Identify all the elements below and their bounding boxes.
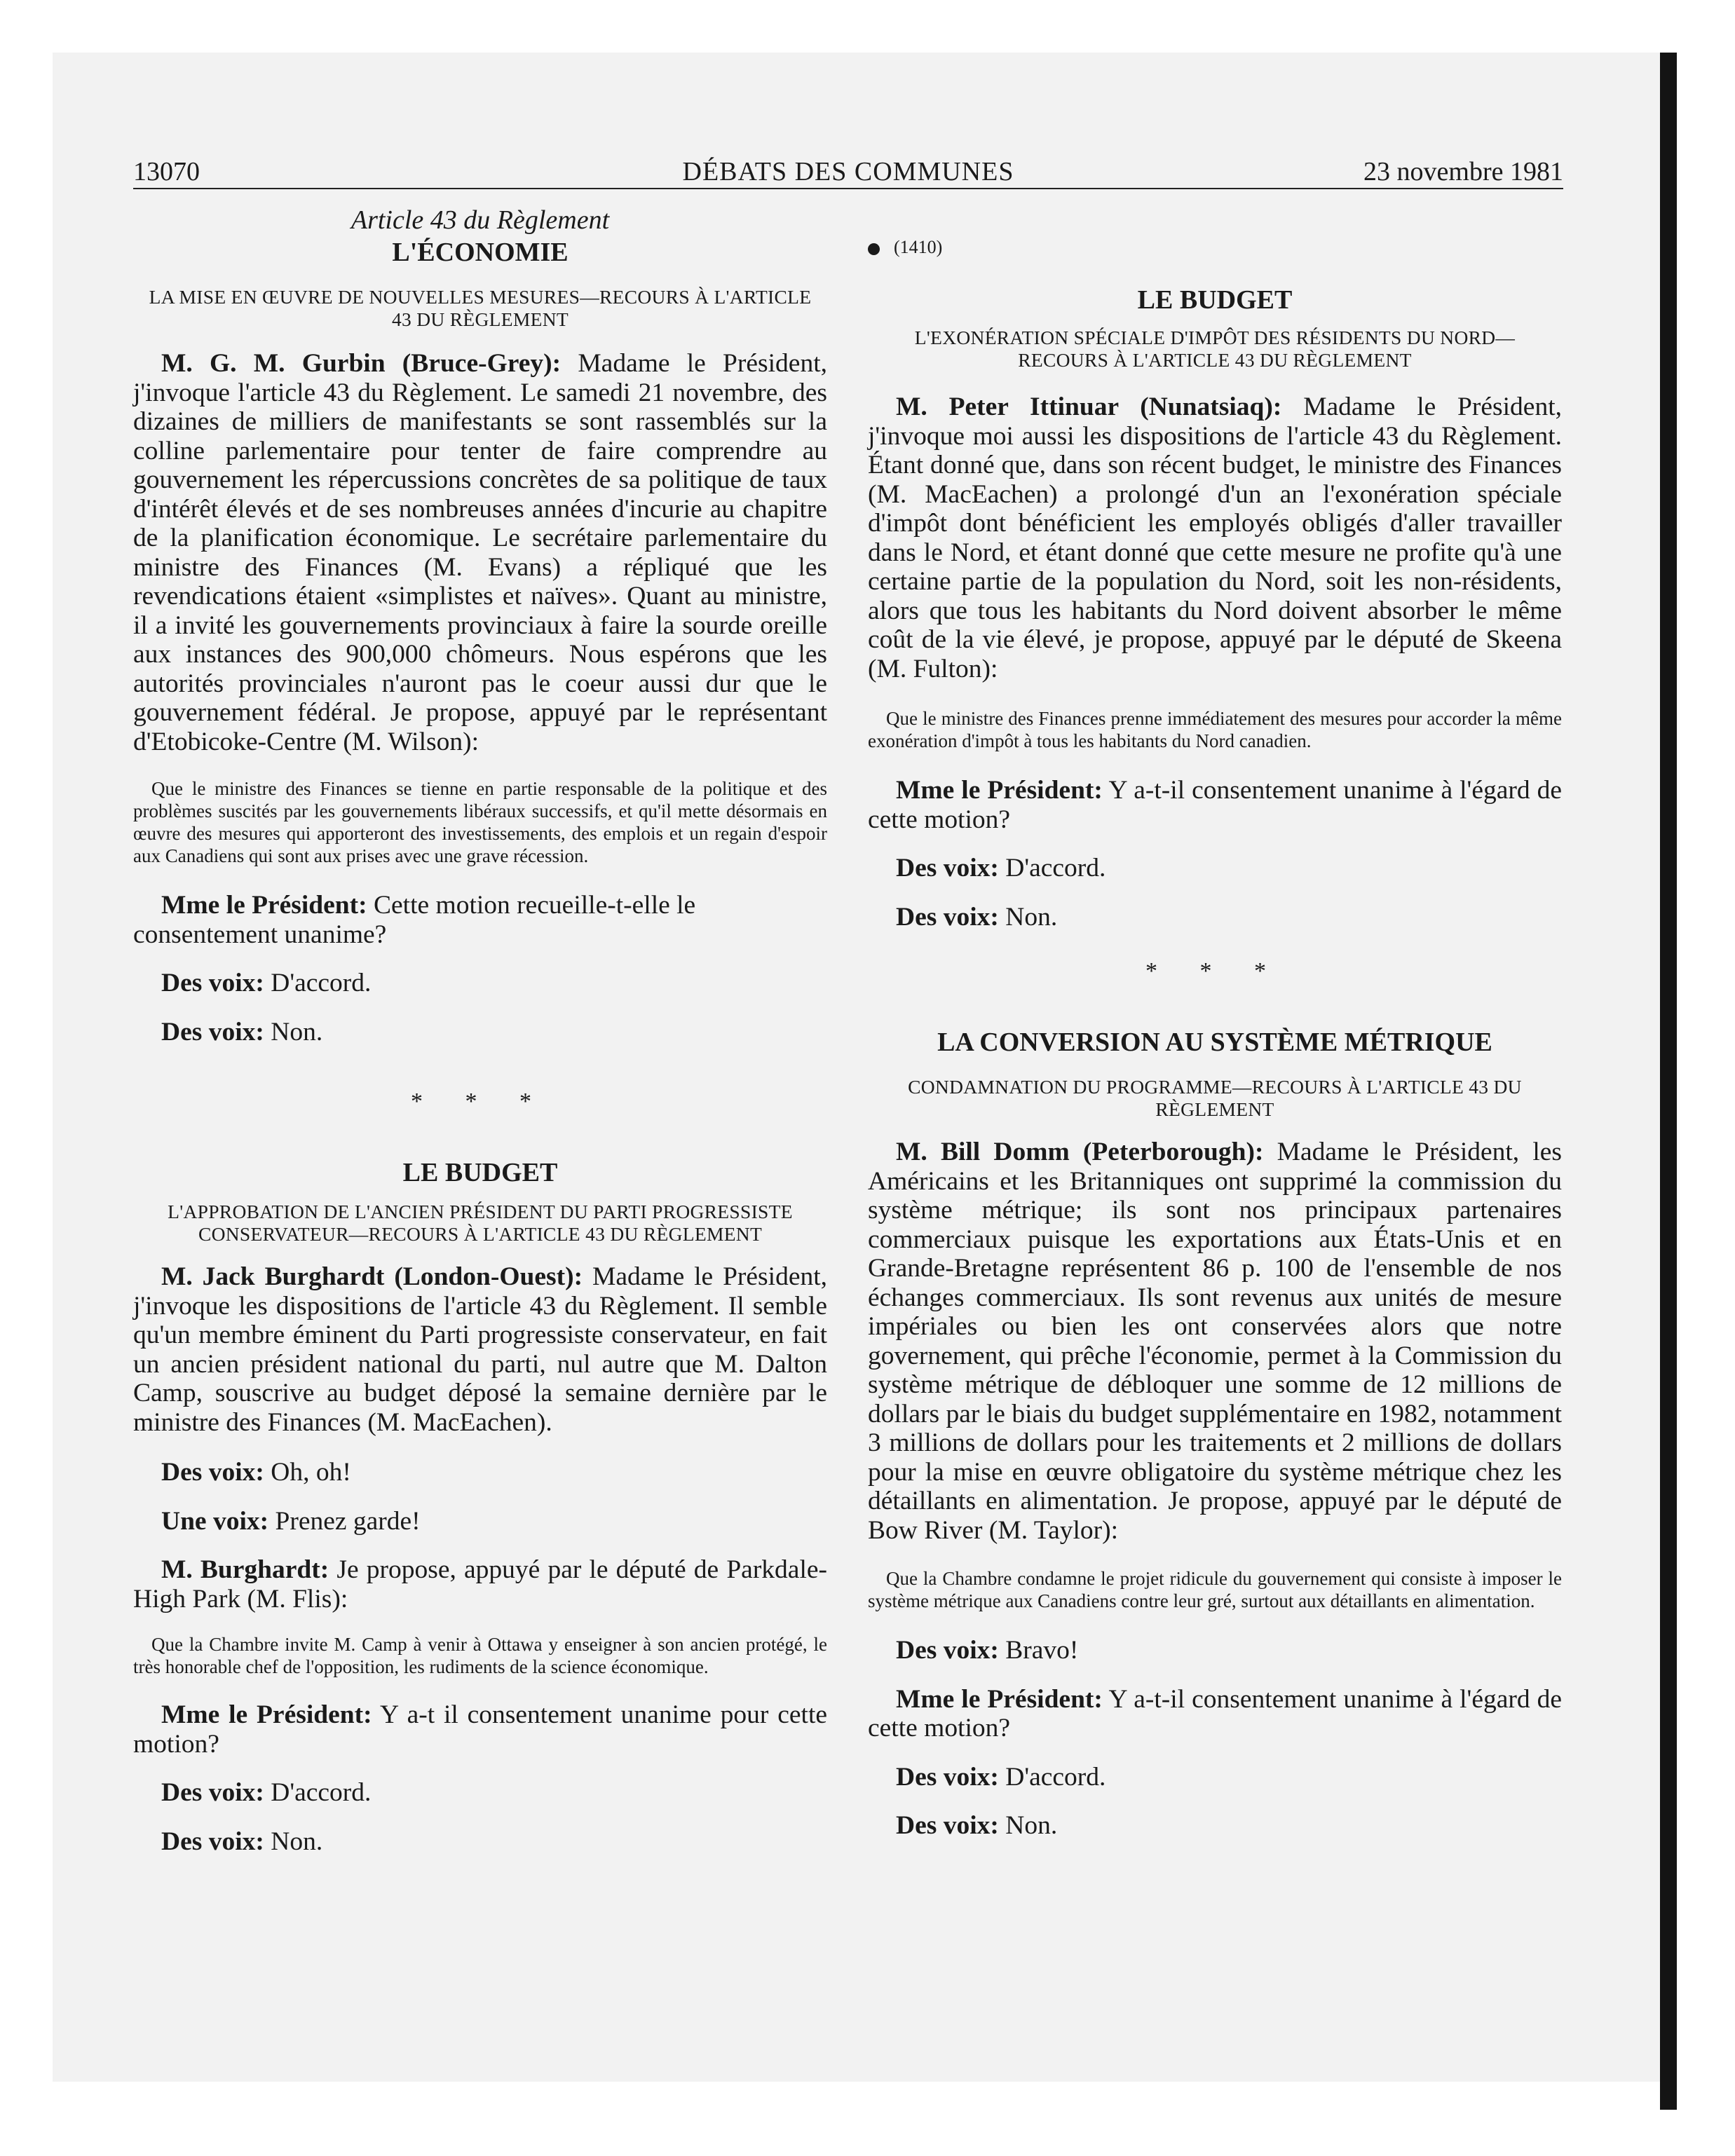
reply-line xyxy=(868,776,1562,834)
reply-line xyxy=(133,969,827,998)
reply-line xyxy=(868,1636,1562,1665)
speech-paragraph xyxy=(868,1138,1562,1545)
section-title-budget: LE BUDGET xyxy=(1137,285,1293,315)
motion-text: Que le ministre des Finances se tienne en partie responsable de la politique et des problèmes suscités par les gouvernements libéraux successifs, et qu'il mette désormais en œuvre des mesures qui apporteront des investissements, des emplois et un regain d'espoir aux Canadiens qui sont aux prises avec une grave récession. xyxy=(133,778,827,866)
reply-text: Prenez garde! xyxy=(275,1506,421,1536)
speaker-name: Des voix: xyxy=(896,1762,999,1792)
speaker-name: Des voix: xyxy=(896,1636,999,1665)
speaker-name: Des voix: xyxy=(161,1017,264,1046)
article-heading: Article 43 du Règlement xyxy=(351,205,610,235)
speaker-name: Des voix: xyxy=(161,1458,264,1487)
reply-text: Non. xyxy=(271,1017,323,1046)
speaker-name: Mme le Président: xyxy=(161,1700,372,1729)
section-title-budget: LE BUDGET xyxy=(402,1158,558,1187)
reply-line xyxy=(868,1685,1562,1743)
reply-text: D'accord. xyxy=(1005,854,1106,882)
reply-line xyxy=(868,903,1562,932)
speech-text: Madame le Président, j'invoque l'article 43 du Règlement. Le samedi 21 novembre, des dizaines de milliers de manifestants se sont rassemblés sur la colline parlementaire pour tenter de faire comprendre au gouvernement les répercussions concrètes de sa politique de taux d'intérêt élevés et de ses nombreuses années d'incurie au chapitre de la planification économique. Le secrétaire parlementaire du ministre des Finances (M. Evans) a répliqué que les revendications étaient «simplistes et naïves». Quant au ministre, il a invité les gouvernements provinciaux à faire la sourde oreille aux instances des 900,000 chômeurs. Nous espérons que les autorités provinciales n'auront pas le coeur aussi dur que le gouvernement fédéral. Je propose, appuyé par le représentant d'Etobicoke-Centre (M. Wilson): xyxy=(133,349,827,756)
reply-text: Non. xyxy=(1005,902,1058,932)
section-title-economie: L'ÉCONOMIE xyxy=(392,238,569,267)
section-separator: * * * xyxy=(1145,958,1284,984)
speaker-name: M. Bill Domm (Peterborough): xyxy=(896,1138,1264,1166)
reply-text: Oh, oh! xyxy=(271,1458,351,1487)
reply-text: D'accord. xyxy=(271,1778,372,1807)
reply-line xyxy=(133,1507,827,1536)
publication-date: 23 novembre 1981 xyxy=(1363,157,1563,186)
speaker-name: M. Peter Ittinuar (Nunatsiaq): xyxy=(896,393,1282,421)
page-number: 13070 xyxy=(133,157,200,186)
left-column xyxy=(133,202,827,1856)
reply-line xyxy=(133,1458,827,1487)
speaker-name: Mme le Président: xyxy=(896,1684,1103,1714)
speaker-name: M. G. M. Gurbin (Bruce-Grey): xyxy=(161,349,562,378)
header-rule xyxy=(133,188,1563,189)
speech-text: Madame le Président, les Américains et les Britanniques ont supprimé la commission du système métrique; ils sont nos principaux partenaires commerciaux puisque les exportations aux États-Unis et en Grande-Bretagne représentent 86 p. 100 de l'ensemble de nos échanges commerciaux. Ils sont revenus aux unités de mesure impériales ou bien les ont conservées alors que notre governement, qui prêche l'économie, permet à la Commission du système métrique de débloquer une somme de 12 millions de dollars par le biais du budget supplémentaire en 1982, notamment 3 millions de dollars pour les traitements et 2 millions de dollars pour la mise en œuvre obligatoire du système métrique chez les détaillants en alimentation. Je propose, appuyé par le député de Bow River (M. Taylor): xyxy=(868,1138,1563,1545)
reply-text: Non. xyxy=(271,1827,323,1856)
speaker-name: Mme le Président: xyxy=(896,776,1103,805)
speaker-name: Des voix: xyxy=(896,1811,999,1840)
speech-paragraph xyxy=(133,349,827,756)
publication-title: DÉBATS DES COMMUNES xyxy=(682,157,1014,186)
section-title-metrique: LA CONVERSION AU SYSTÈME MÉTRIQUE xyxy=(937,1028,1492,1057)
reply-line xyxy=(868,854,1562,883)
speaker-name: M. Jack Burghardt (London-Ouest): xyxy=(161,1262,583,1291)
speech-text: Madame le Président, j'invoque les dispositions de l'article 43 du Règlement. Il semble qu'un membre éminent du Parti progressiste conservateur, en fait un ancien président national du parti, nul autre que M. Dalton Camp, souscrive au budget déposé la semaine dernière par le ministre des Finances (M. MacEachen). xyxy=(133,1262,828,1437)
speaker-name: Mme le Président: xyxy=(161,891,367,920)
running-header xyxy=(133,156,1563,188)
right-column xyxy=(868,202,1562,1841)
reply-line xyxy=(133,1555,827,1613)
speech-text: Madame le Président, j'invoque moi aussi les dispositions de l'article 43 du Règlement. Étant donné que, dans son récent budget, le ministre des Finances (M. MacEachen) a prolongé d'un an l'exonération spéciale d'impôt dont bénéficient les employés obligés d'aller travailler dans le Nord, et étant donné que cette mesure ne profite qu'à une certaine partie de la population du Nord, soit les non-résidents, alors que tous les habitants du Nord doivent absorber le même coût de la vie élevé, je propose, appuyé par le député de Skeena (M. Fulton): xyxy=(868,393,1562,683)
reply-text: Y a-t-il consentement unanime à l'égard de cette motion? xyxy=(868,1684,1562,1742)
reply-line xyxy=(133,1778,827,1808)
scan-edge-shadow xyxy=(1660,53,1677,2110)
speech-paragraph xyxy=(133,1262,827,1437)
section-separator: * * * xyxy=(411,1089,550,1114)
motion-text: Que le ministre des Finances prenne immédiatement des mesures pour accorder la même exonération d'impôt à tous les habitants du Nord canadien. xyxy=(868,708,1562,751)
reply-text: Y a-t il consentement unanime pour cette motion? xyxy=(133,1700,828,1759)
section-subtitle: LA MISE EN ŒUVRE DE NOUVELLES MESURES—RECOURS À L'ARTICLE 43 DU RÈGLEMENT xyxy=(149,286,812,330)
speaker-name: Des voix: xyxy=(161,969,264,997)
speaker-name: Une voix: xyxy=(161,1506,269,1536)
section-subtitle: L'EXONÉRATION SPÉCIALE D'IMPÔT DES RÉSIDENTS DU NORD—RECOURS À L'ARTICLE 43 DU RÈGLEMENT xyxy=(914,327,1516,371)
section-subtitle: CONDAMNATION DU PROGRAMME—RECOURS À L'ARTICLE 43 DU RÈGLEMENT xyxy=(908,1076,1522,1120)
speaker-name: Des voix: xyxy=(896,854,999,882)
reply-line xyxy=(133,1700,827,1759)
reply-line xyxy=(868,1763,1562,1792)
reply-text: D'accord. xyxy=(271,969,372,997)
reply-line xyxy=(133,1018,827,1047)
speaker-name: Des voix: xyxy=(161,1827,264,1856)
reply-text: Bravo! xyxy=(1005,1636,1079,1665)
motion-text: Que la Chambre invite M. Camp à venir à Ottawa y enseigner à son ancien protégé, le très honorable chef de l'opposition, les rudiments de la science économique. xyxy=(133,1634,827,1677)
speaker-name: Des voix: xyxy=(161,1778,264,1807)
reply-text: Non. xyxy=(1005,1811,1058,1840)
reply-line xyxy=(868,1811,1562,1841)
speaker-name: Des voix: xyxy=(896,902,999,932)
speech-paragraph xyxy=(868,393,1562,683)
time-marker-text: (1410) xyxy=(894,237,943,257)
speaker-name: M. Burghardt: xyxy=(161,1555,329,1584)
reply-text: Y a-t-il consentement unanime à l'égard de cette motion? xyxy=(868,776,1562,834)
reply-line xyxy=(133,891,827,949)
bullet-dot-icon xyxy=(868,243,880,255)
section-subtitle: L'APPROBATION DE L'ANCIEN PRÉSIDENT DU PARTI PROGRESSISTE CONSERVATEUR—RECOURS À L'ARTICLE 43 DU RÈGLEMENT xyxy=(168,1201,793,1245)
motion-text: Que la Chambre condamne le projet ridicule du gouvernement qui consiste à imposer le système métrique aux Canadiens contre leur gré, surtout aux détaillants en alimentation. xyxy=(868,1568,1562,1611)
time-marker xyxy=(868,236,1562,259)
reply-text: Je propose, appuyé par le député de Parkdale-High Park (M. Flis): xyxy=(133,1555,827,1613)
reply-text: D'accord. xyxy=(1005,1762,1106,1792)
reply-text: Cette motion recueille-t-elle le consentement unanime? xyxy=(133,891,696,949)
reply-line xyxy=(133,1827,827,1857)
